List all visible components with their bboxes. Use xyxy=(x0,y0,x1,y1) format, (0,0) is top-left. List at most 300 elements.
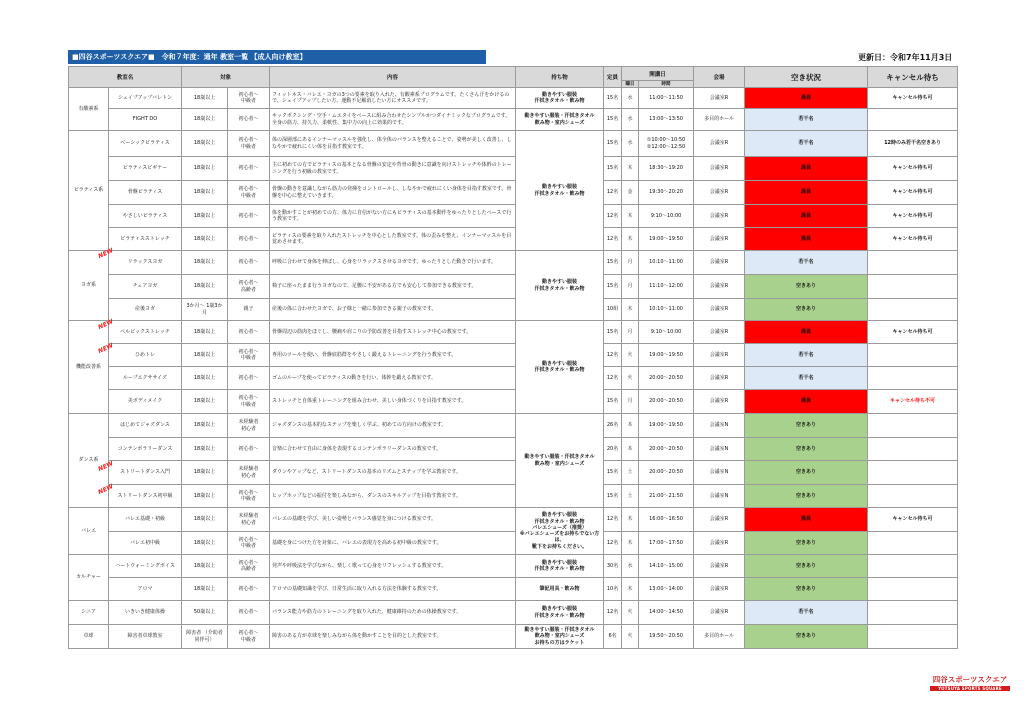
class-target: 18歳以上 xyxy=(182,390,228,414)
cancel-wait: キャンセル待ち可 xyxy=(868,181,958,205)
class-capacity: 10組 xyxy=(604,299,622,321)
cancel-wait xyxy=(868,251,958,275)
class-capacity: 12名 xyxy=(604,181,622,205)
cancel-wait: キャンセル待ち可 xyxy=(868,157,958,181)
class-description: 基礎を身につけた方を対象に、バレエの表現力を高める初中級の教室です。 xyxy=(270,532,516,555)
table-row xyxy=(69,344,958,367)
class-time: 20:00～20:50 xyxy=(639,461,694,485)
header-items: 持ち物 xyxy=(516,67,604,88)
class-target: 18歳以上 xyxy=(182,508,228,532)
class-capacity: 15名 xyxy=(604,157,622,181)
status-badge: 満員 xyxy=(745,508,868,532)
new-badge: NEW xyxy=(97,342,115,356)
header-time: 時間 xyxy=(639,81,694,88)
table-row xyxy=(69,109,958,131)
cancel-wait: キャンセル待ち不可 xyxy=(868,390,958,414)
class-level: 未経験者 初心者 xyxy=(228,414,270,438)
new-badge: NEW xyxy=(97,460,115,474)
class-target: 18歳以上 xyxy=(182,532,228,555)
status-badge: 空きあり xyxy=(745,414,868,438)
class-venue: 会議室R xyxy=(694,251,745,275)
new-badge: NEW xyxy=(97,247,115,261)
class-target: 18歳以上 xyxy=(182,344,228,367)
class-time: 14:10～15:00 xyxy=(639,555,694,578)
class-day: 土 xyxy=(622,461,639,485)
class-name: ペルビックストレッチ xyxy=(109,321,182,344)
class-target: 18歳以上 xyxy=(182,367,228,390)
class-target: 18歳以上 xyxy=(182,461,228,485)
table-row xyxy=(69,367,958,390)
class-description: アロマの基礎知識を学び、日常生活に取り入れる方法を体験する教室です。 xyxy=(270,578,516,601)
cancel-wait xyxy=(868,414,958,438)
class-description: ストレッチと自体重トレーニングを組み合わせ、美しい身体づくりを目指す教室です。 xyxy=(270,390,516,414)
class-time: 10:10～11:00 xyxy=(639,251,694,275)
class-level: 初心者～ 中級者 xyxy=(228,485,270,508)
class-name: バレエ初中級 xyxy=(109,532,182,555)
class-target: 18歳以上 xyxy=(182,275,228,299)
status-badge: 空きあり xyxy=(745,438,868,461)
class-day: 月 xyxy=(622,275,639,299)
class-level: 初心者～ 中級者 xyxy=(228,131,270,157)
class-time: 11:00～11:50 xyxy=(639,88,694,109)
class-venue: 会議室R xyxy=(694,344,745,367)
class-level: 初心者～ 中級者 xyxy=(228,532,270,555)
table-row xyxy=(69,157,958,181)
class-name: FIGHT DO xyxy=(109,109,182,131)
class-time: 16:00～16:50 xyxy=(639,508,694,532)
class-capacity: 15名 xyxy=(604,485,622,508)
class-venue: 会議室R xyxy=(694,88,745,109)
class-venue: 多目的ホール xyxy=(694,625,745,649)
class-day: 木 xyxy=(622,532,639,555)
class-time: 19:50～20:50 xyxy=(639,625,694,649)
class-description: ピラティスの要素を取り入れたストレッチを中心とした教室です。体の歪みを整え、インナーマッスルを目覚めさせます。 xyxy=(270,228,516,251)
class-description: 呼吸に合わせて身体を伸ばし、心身をリラックスさせるヨガです。ゆったりとした動きで行います。 xyxy=(270,251,516,275)
header-target: 対象 xyxy=(182,67,270,88)
table-row xyxy=(69,461,958,485)
class-name: 産後ヨガ xyxy=(109,299,182,321)
class-name: 骨盤ピラティス xyxy=(109,181,182,205)
status-badge: 空きあり xyxy=(745,625,868,649)
cancel-wait xyxy=(868,299,958,321)
cancel-wait: キャンセル待ち可 xyxy=(868,508,958,532)
class-time: 18:30～19:20 xyxy=(639,157,694,181)
new-badge: NEW xyxy=(97,483,115,497)
class-target: 18歳以上 xyxy=(182,321,228,344)
category-label: 機能改善系 xyxy=(69,321,109,414)
class-venue: 会議室N xyxy=(694,485,745,508)
class-description: 発声や呼吸法を学びながら、楽しく歌って心身をリフレッシュする教室です。 xyxy=(270,555,516,578)
table-row xyxy=(69,508,958,532)
class-items: 動きやすい服装 汗拭きタオル・飲み物 xyxy=(516,251,604,321)
class-level: 初心者～ xyxy=(228,251,270,275)
class-venue: 会議室R xyxy=(694,181,745,205)
class-level: 初心者～ 中級者 xyxy=(228,181,270,205)
table-row xyxy=(69,390,958,414)
class-name: 障害者卓球教室 xyxy=(109,625,182,649)
class-target: 18歳以上 xyxy=(182,438,228,461)
header-name: 教室名 xyxy=(69,67,182,88)
class-capacity: 10名 xyxy=(604,578,622,601)
class-description: 障害のある方が卓球を楽しみながら体を動かすことを目的とした教室です。 xyxy=(270,625,516,649)
status-badge: 満員 xyxy=(745,88,868,109)
class-target: 18歳以上 xyxy=(182,157,228,181)
table-row xyxy=(69,251,958,275)
class-description: 主に初めての方でピラティスの基本となる骨盤の安定や背骨の動きに意識を向けストレッチや体幹のトレーニングを行う初級の教室です。 xyxy=(270,157,516,181)
class-items: 動きやすい服装 汗拭きタオル・飲み物 xyxy=(516,555,604,578)
class-venue: 会議室R xyxy=(694,532,745,555)
class-target: 18歳以上 xyxy=(182,109,228,131)
class-time: 19:00～19:50 xyxy=(639,228,694,251)
class-capacity: 15名 xyxy=(604,275,622,299)
class-level: 初心者～ xyxy=(228,228,270,251)
class-level: 初心者～ 高齢者 xyxy=(228,555,270,578)
class-capacity: 15名 xyxy=(604,461,622,485)
class-day: 水 xyxy=(622,131,639,157)
class-level: 初心者～ 中級者 xyxy=(228,390,270,414)
class-venue: 会議室R xyxy=(694,228,745,251)
status-badge: 満員 xyxy=(745,390,868,414)
class-time: 13:00～14:00 xyxy=(639,578,694,601)
class-time: 20:00～20:50 xyxy=(639,367,694,390)
class-capacity: 12名 xyxy=(604,367,622,390)
logo-main-text: 四谷スポーツスクエア xyxy=(932,675,1008,684)
class-name: ハートウォーミングボイス xyxy=(109,555,182,578)
class-capacity: 15名 xyxy=(604,390,622,414)
class-venue: 会議室R xyxy=(694,601,745,625)
class-target: 50歳以上 xyxy=(182,601,228,625)
class-level: 初心者～ xyxy=(228,109,270,131)
status-badge: 空きあり xyxy=(745,532,868,555)
class-description: 産後の体に合わせたヨガで、お子様と一緒に参加できる親子の教室です。 xyxy=(270,299,516,321)
class-level: 初心者～ xyxy=(228,205,270,228)
schedule-table xyxy=(68,66,958,649)
class-level: 初心者～ xyxy=(228,438,270,461)
category-label: ダンス系 xyxy=(69,414,109,508)
page-title: ■四谷スポーツスクエア■ 令和７年度：通年 教室一覧 【成人向け教室】 xyxy=(68,50,486,64)
class-venue: 多目的ホール xyxy=(694,109,745,131)
class-items: 動きやすい服装・汗拭きタオル 飲み物・室内シューズ xyxy=(516,109,604,131)
class-name: チェアヨガ xyxy=(109,275,182,299)
cancel-wait xyxy=(868,275,958,299)
class-day: 木 xyxy=(622,228,639,251)
table-row xyxy=(69,321,958,344)
cancel-wait xyxy=(868,625,958,649)
status-badge: 若干名 xyxy=(745,131,868,157)
class-name: 美ボディメイク xyxy=(109,390,182,414)
table-row xyxy=(69,205,958,228)
header-day: 曜日 xyxy=(622,81,639,88)
class-name: はじめてジャズダンス xyxy=(109,414,182,438)
status-badge: 満員 xyxy=(745,181,868,205)
category-label: カルチャー xyxy=(69,555,109,601)
class-level: 初心者～ 中級者 xyxy=(228,625,270,649)
class-day: 木 xyxy=(622,299,639,321)
class-level: 初心者～ 中級者 xyxy=(228,88,270,109)
class-level: 未経験者 初心者 xyxy=(228,461,270,485)
class-venue: 会議室N xyxy=(694,461,745,485)
class-time: 19:00～19:50 xyxy=(639,344,694,367)
class-day: 水 xyxy=(622,555,639,578)
cancel-wait xyxy=(868,601,958,625)
class-level: 初心者～ 高齢者 xyxy=(228,275,270,299)
cancel-wait xyxy=(868,109,958,131)
table-row xyxy=(69,601,958,625)
class-capacity: 12名 xyxy=(604,344,622,367)
cancel-wait xyxy=(868,344,958,367)
class-name: ストリートダンス初中級 xyxy=(109,485,182,508)
class-name: いきいき健康体操 xyxy=(109,601,182,625)
class-items: 動きやすい服装・汗拭きタオル 飲み物・室内シューズ xyxy=(516,414,604,508)
category-label: 卓球 xyxy=(69,625,109,649)
class-day: 木 xyxy=(622,438,639,461)
status-badge: 空きあり xyxy=(745,299,868,321)
cancel-wait xyxy=(868,485,958,508)
class-day: 火 xyxy=(622,367,639,390)
category-label: ヨガ系 xyxy=(69,251,109,321)
schedule-body xyxy=(69,88,958,649)
class-venue: 会議室R xyxy=(694,157,745,181)
class-venue: 会議室R xyxy=(694,205,745,228)
class-level: 初心者～ 中級者 xyxy=(228,344,270,367)
class-items: 動きやすい服装・汗拭きタオル 飲み物・室内シューズ お持ちの方はラケット xyxy=(516,625,604,649)
class-name: バレエ基礎・初級 xyxy=(109,508,182,532)
class-name: シェイプアップバレトン xyxy=(109,88,182,109)
status-badge: 空きあり xyxy=(745,555,868,578)
category-label: バレエ xyxy=(69,508,109,555)
header-venue: 会場 xyxy=(694,67,745,88)
class-capacity: 12名 xyxy=(604,205,622,228)
class-day: 金 xyxy=(622,181,639,205)
class-items: 動きやすい服装 汗拭きタオル・飲み物 xyxy=(516,88,604,109)
header-cancel: キャンセル待ち xyxy=(868,67,958,88)
class-time: ①10:00～10:50 ②12:00～12:50 xyxy=(639,131,694,157)
class-capacity: 15名 xyxy=(604,109,622,131)
cancel-wait xyxy=(868,367,958,390)
class-items: 動きやすい服装 汗拭きタオル・飲み物 バレエシューズ（推奨） ※バレエシューズをお持ちでない方は、 靴下をお持ちください。 xyxy=(516,508,604,555)
header-schedule: 開講日 xyxy=(622,67,694,81)
class-name: コンテンポラリーダンス xyxy=(109,438,182,461)
class-description: 椅子に座ったまま行うヨガなので、足腰に不安がある方でも安心して参加できる教室です。 xyxy=(270,275,516,299)
class-capacity: 15名 xyxy=(604,131,622,157)
table-row xyxy=(69,181,958,205)
class-target: 3か月～ 1歳3か月 xyxy=(182,299,228,321)
class-level: 初心者～ xyxy=(228,157,270,181)
class-description: キックボクシング・空手・ムエタイをベースに組み合わせたシンプルかつダイナミックなプログラムです。全身の筋力、持久力、柔軟性、集中力の向上に効果的です。 xyxy=(270,109,516,131)
table-row xyxy=(69,228,958,251)
header-content: 内容 xyxy=(270,67,516,88)
class-level: 初心者～ xyxy=(228,367,270,390)
class-capacity: 12名 xyxy=(604,228,622,251)
class-level: 親子 xyxy=(228,299,270,321)
class-name: ひめトレ xyxy=(109,344,182,367)
class-day: 木 xyxy=(622,508,639,532)
class-day: 木 xyxy=(622,205,639,228)
class-target: 18歳以上 xyxy=(182,414,228,438)
header-status: 空き状況 xyxy=(745,67,868,88)
class-description: 音楽に合わせて自由に身体を表現するコンテンポラリーダンスの教室です。 xyxy=(270,438,516,461)
status-badge: 若干名 xyxy=(745,367,868,390)
class-target: 18歳以上 xyxy=(182,485,228,508)
class-venue: 会議室R xyxy=(694,299,745,321)
class-description: ゴムのループを使ってピラティスの動きを行い、体幹を鍛える教室です。 xyxy=(270,367,516,390)
category-label: ピラティス系 xyxy=(69,131,109,251)
status-badge: 若干名 xyxy=(745,601,868,625)
class-items: 動きやすい服装 汗拭きタオル・飲み物 xyxy=(516,321,604,414)
class-day: 水 xyxy=(622,88,639,109)
class-name: ピラティスビギナー xyxy=(109,157,182,181)
cancel-wait: 12時のみ若干名空きあり xyxy=(868,131,958,157)
class-venue: 会議室R xyxy=(694,367,745,390)
cancel-wait xyxy=(868,532,958,555)
class-day: 火 xyxy=(622,344,639,367)
new-badge: NEW xyxy=(97,318,115,332)
category-label: 有酸素系 xyxy=(69,88,109,131)
class-level: 初心者～ xyxy=(228,321,270,344)
updated-date: 更新日：令和7年11月3日 xyxy=(858,53,953,62)
class-day: 木 xyxy=(622,414,639,438)
class-target: 18歳以上 xyxy=(182,555,228,578)
class-description: バランス能力や筋力のトレーニングを取り入れた、健康維持のための体操教室です。 xyxy=(270,601,516,625)
class-name: ストリートダンス入門 xyxy=(109,461,182,485)
class-time: 9:10～10:00 xyxy=(639,205,694,228)
class-capacity: 15名 xyxy=(604,88,622,109)
class-capacity: 12名 xyxy=(604,601,622,625)
class-capacity: 15名 xyxy=(604,321,622,344)
cancel-wait: キャンセル待ち可 xyxy=(868,228,958,251)
class-time: 20:00～20:50 xyxy=(639,390,694,414)
brand-logo xyxy=(930,674,1010,696)
class-day: 木 xyxy=(622,578,639,601)
class-time: 20:00～20:50 xyxy=(639,438,694,461)
class-time: 10:10～11:00 xyxy=(639,299,694,321)
table-row xyxy=(69,414,958,438)
class-day: 土 xyxy=(622,485,639,508)
cancel-wait xyxy=(868,461,958,485)
class-items: 筆記用具・飲み物 xyxy=(516,578,604,601)
class-time: 19:30～20:20 xyxy=(639,181,694,205)
cancel-wait: キャンセル待ち可 xyxy=(868,321,958,344)
cancel-wait xyxy=(868,555,958,578)
class-target: 18歳以上 xyxy=(182,205,228,228)
class-target: 18歳以上 xyxy=(182,578,228,601)
status-badge: 空きあり xyxy=(745,578,868,601)
cancel-wait xyxy=(868,578,958,601)
class-name: やさしいピラティス xyxy=(109,205,182,228)
class-description: 専用のツールを使い、骨盤底筋群をやさしく鍛えるトレーニングを行う教室です。 xyxy=(270,344,516,367)
status-badge: 空きあり xyxy=(745,275,868,299)
class-level: 未経験者 初心者 xyxy=(228,508,270,532)
cancel-wait xyxy=(868,438,958,461)
class-venue: 会議室N xyxy=(694,438,745,461)
status-badge: 若干名 xyxy=(745,344,868,367)
status-badge: 満員 xyxy=(745,321,868,344)
class-capacity: 6名 xyxy=(604,625,622,649)
header-capacity: 定員 xyxy=(604,67,622,88)
table-row xyxy=(69,555,958,578)
status-badge: 満員 xyxy=(745,205,868,228)
category-label: シニア xyxy=(69,601,109,625)
class-day: 水 xyxy=(622,109,639,131)
class-time: 11:10～12:00 xyxy=(639,275,694,299)
class-venue: 会議室R xyxy=(694,275,745,299)
table-row xyxy=(69,299,958,321)
table-row xyxy=(69,578,958,601)
class-items: 動きやすい服装 汗拭きタオル・飲み物 xyxy=(516,131,604,251)
class-day: 月 xyxy=(622,390,639,414)
class-venue: 会議室R xyxy=(694,390,745,414)
table-row xyxy=(69,485,958,508)
class-description: 体を動かすことが初めての方、体力に自信がない方にもピラティスの基本動作をゆったりとしたペースで行う教室です。 xyxy=(270,205,516,228)
class-venue: 会議室R xyxy=(694,131,745,157)
table-row xyxy=(69,275,958,299)
class-capacity: 12名 xyxy=(604,508,622,532)
class-items: 動きやすい服装 汗拭きタオル・飲み物 xyxy=(516,601,604,625)
status-badge: 空きあり xyxy=(745,461,868,485)
class-time: 19:00～19:50 xyxy=(639,414,694,438)
class-capacity: 12名 xyxy=(604,532,622,555)
status-badge: 空きあり xyxy=(745,485,868,508)
class-level: 初心者～ xyxy=(228,601,270,625)
class-time: 17:00～17:50 xyxy=(639,532,694,555)
class-description: ヒップホップなどの振付を楽しみながら、ダンスのスキルアップを目指す教室です。 xyxy=(270,485,516,508)
table-row xyxy=(69,88,958,109)
class-name: ベーシックピラティス xyxy=(109,131,182,157)
class-day: 木 xyxy=(622,157,639,181)
class-time: 9:10～10:00 xyxy=(639,321,694,344)
class-name: リラックスヨガ xyxy=(109,251,182,275)
class-target: 18歳以上 xyxy=(182,228,228,251)
status-badge: 満員 xyxy=(745,157,868,181)
class-name: ピラティスストレッチ xyxy=(109,228,182,251)
class-name: アロマ xyxy=(109,578,182,601)
class-venue: 会議室R xyxy=(694,321,745,344)
class-target: 18歳以上 xyxy=(182,88,228,109)
class-day: 火 xyxy=(622,625,639,649)
class-description: 骨盤周辺の筋肉をほぐし、腰痛や肩こりの予防改善を目指すストレッチ中心の教室です。 xyxy=(270,321,516,344)
class-time: 21:00～21:50 xyxy=(639,485,694,508)
class-capacity: 20名 xyxy=(604,438,622,461)
class-day: 火 xyxy=(622,601,639,625)
class-capacity: 15名 xyxy=(604,251,622,275)
logo-sub-text: YOTSUYA SPORTS SQUARE xyxy=(930,686,1010,691)
class-target: 18歳以上 xyxy=(182,181,228,205)
class-time: 14:00～14:50 xyxy=(639,601,694,625)
class-time: 13:00～13:50 xyxy=(639,109,694,131)
class-venue: 会議室R xyxy=(694,555,745,578)
cancel-wait: キャンセル待ち可 xyxy=(868,205,958,228)
table-row xyxy=(69,625,958,649)
class-description: ジャズダンスの基本的なステップを楽しく学ぶ、初めての方向けの教室です。 xyxy=(270,414,516,438)
class-day: 月 xyxy=(622,321,639,344)
class-venue: 会議室R xyxy=(694,578,745,601)
status-badge: 若干名 xyxy=(745,251,868,275)
table-row xyxy=(69,532,958,555)
class-description: 骨盤の動きを意識しながら筋力の発揮をコントロールし、しなやかで疲れにくい身体を目指す教室です。骨盤を中心に整えていきます。 xyxy=(270,181,516,205)
class-day: 月 xyxy=(622,251,639,275)
class-target: 障害者 （介助者同伴可） xyxy=(182,625,228,649)
class-name: ループエクササイズ xyxy=(109,367,182,390)
class-venue: 会議室N xyxy=(694,414,745,438)
class-capacity: 30名 xyxy=(604,555,622,578)
cancel-wait: キャンセル待ち可 xyxy=(868,88,958,109)
status-badge: 満員 xyxy=(745,228,868,251)
class-description: フィットネス・バレエ・ヨガの3つの要素を取り入れた、有酸素系プログラムです。たくさん汗をかけるので、シェイプアップしたい方、運動不足解消したい方にオススメです。 xyxy=(270,88,516,109)
class-description: ダウンやアップなど、ストリートダンスの基本のリズムとステップを学ぶ教室です。 xyxy=(270,461,516,485)
class-description: 体の深層部にあるインナーマッスルを強化し、体全体のバランスを整えることで、姿勢が美しく改善し、しなやかで疲れにくい体を目指す教室です。 xyxy=(270,131,516,157)
class-capacity: 26名 xyxy=(604,414,622,438)
table-row xyxy=(69,131,958,157)
